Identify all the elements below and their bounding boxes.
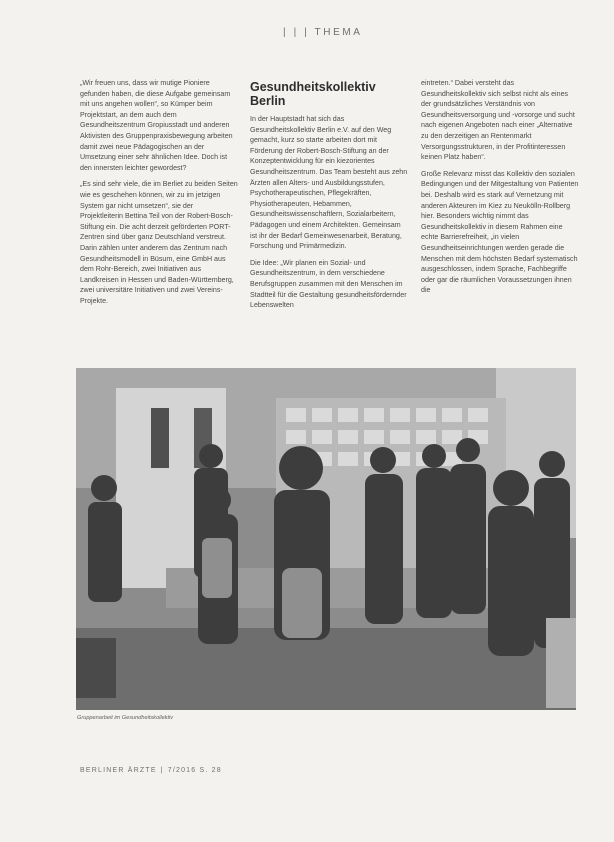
column2-paragraph-2: Die Idee: „Wir planen ein Sozial- und Gesundheitszentrum, in dem verschiedene Berufsgruppen zusammen mit den Menschen im Stadtteil für die Gestaltung gesundheitsfördernder Lebenswelten <box>250 258 407 310</box>
column2-paragraph-1: In der Hauptstadt hat sich das Gesundheitskollektiv Berlin e.V. auf den Weg gemacht, kurz so starte arbeiten dort mit Förderung der Robert-Bosch-Stiftung an der Konzeptentwicklung für ein kiezorientes Gesundheitszentrum. Das Team besteht aus zehn Ärzten allen Alters- und Ausbildungsstufen, Psychotherapeutischen, Pflegekräften, Physiotherapeuten, Hebammen, Gesundheitswissenschaftlern, Sozialarbeitern, Pädagogen und einem Architekten. Gemeinsam ist ihr der Bedarf Gemeinwesenarbeit, Beratung, Forschung und Primärmedizin. <box>250 115 408 251</box>
section-heading: Gesundheitskollektiv Berlin <box>250 80 376 108</box>
photo-caption: Gruppenarbeit im Gesundheitskollektiv <box>77 715 174 721</box>
photo-illustration <box>76 368 576 710</box>
text-column-1 <box>80 78 238 312</box>
running-head: | | | THEMA <box>283 27 363 38</box>
column3-paragraph-1: eintreten.“ Dabei versteht das Gesundheitskollektiv sich selbst nicht als eines der grundsätzliches Verständnis von Gesundheitsversorgung und -vorsorge und sucht nach eigenen Angeboten nach einer „Alternative zu den derzeitigen an Rentenmarkt Versorgungsstrukturen, in der Profitinteressen keinen Platz haben“. <box>421 79 575 162</box>
text-column-2 <box>250 80 408 317</box>
group-meeting-photo <box>76 368 576 710</box>
column1-paragraph-2: „Es sind sehr viele, die im Berliet zu beiden Seiten wie es geschehen können, wir zu im jetzigen System gar nicht umsetzen“, sie der Projektleiterin Bettina Teil von der Robert-Bosch-Stiftung ein. Die acht derzeit geförderten PORT-Zentren sind über ganz Deutschland verstreut. Darin zählen unter anderem das Zentrum nach Gesundheitsmodell in Büsum, eine GmbH aus dem Rohr-Bereich, zwei Initiativen aus Landkreisen in Hessen und Baden-Württemberg, zwei universitäre Initiativen und zwei Vereins-Projekte. <box>80 180 238 305</box>
footer-separator: | <box>160 767 164 774</box>
text-column-3 <box>421 78 579 302</box>
column3-paragraph-2: Große Relevanz misst das Kollektiv den sozialen Bedingungen und der Mitgestaltung von Patienten bei. Deshalb wird es stark auf Vernetzung mit anderen Akteuren im Kiez zu Neukölln-Rollberg hier. Besonders wichtig nimmt das Gesundheitskollektiv in diesem Rahmen eine echte Barrierefreiheit, „in vielen Gesundheitseinrichtungen werden gerade die Menschen mit dem höchsten Bedarf systematisch ausgeschlossen, indem Sprache, Fachbegriffe oder gar die räumlichen Voraussetzungen ihnen die <box>421 169 579 295</box>
page-footer <box>80 767 222 774</box>
column1-paragraph-1: „Wir freuen uns, dass wir mutige Pioniere gefunden haben, die diese Aufgabe gemeinsam mit uns angehen wollen“, so Kümper beim Projektstart, an dem auch dem Gesundheitszentrum Gropiusstadt und anderen Aktivisten des Gruppenpraxisbewegung arbeiten damit zwei neue Pädagogischen an der Umsetzung einer sehr ähnlichen Idee. Doch ist den innersten leichter gewordest? <box>80 79 233 172</box>
issue-info: 7/2016 S. 28 <box>167 767 222 774</box>
journal-name: BERLINER ÄRZTE <box>80 767 157 774</box>
